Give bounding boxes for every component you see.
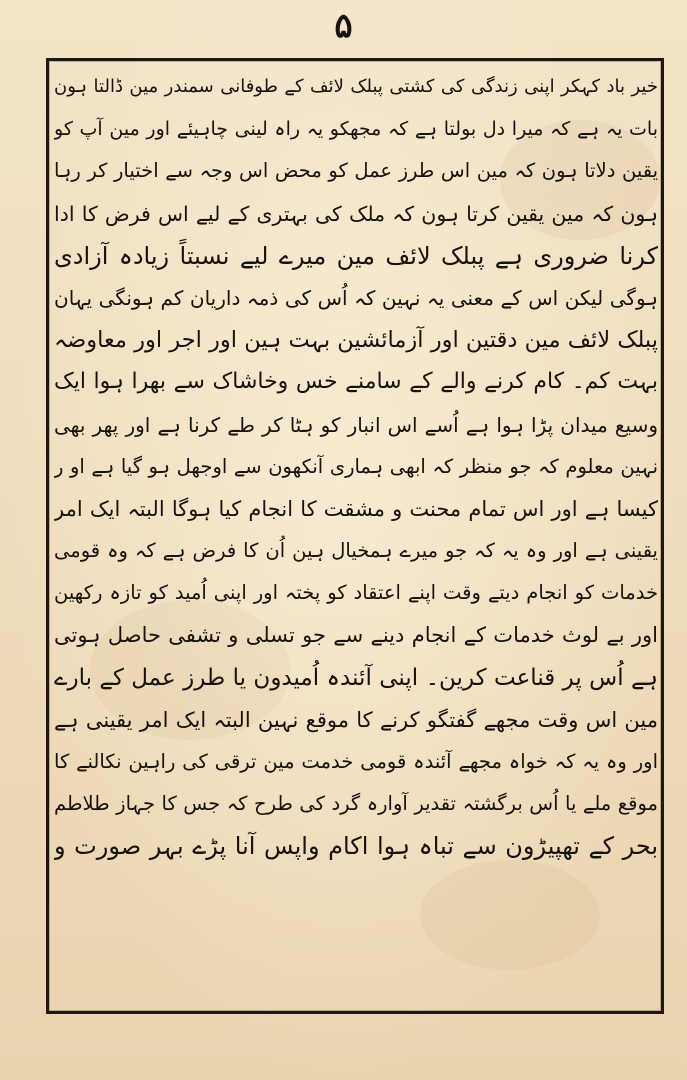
- text-line: کیسا ہے اور اس تمام محنت و مشقت کا انجام کیا ہوگا البتہ ایک امر: [54, 496, 658, 521]
- text-line: بحر کے تھپیڑون سے تباہ ہوا اکام واپس آنا پڑے بہر صورت و: [54, 832, 658, 861]
- text-line: موقع ملے یا اُس برگشتہ تقدیر آوارہ گرد کی طرح کہ جس کا جہاز طلاطم: [54, 792, 658, 816]
- text-line: خدمات کو انجام دیتے وقت اپنے اعتقاد کو پختہ اور اپنی اُمید کو تازہ رکھین: [54, 581, 658, 605]
- page-number: ۵: [334, 6, 353, 46]
- text-line: پبلک لائف مین دقتین اور آزمائشین بہت ہین اور اجر اور معاوضہ: [54, 327, 658, 354]
- text-line: ہوگی لیکن اس کے معنی یہ نہین کہ اُس کی ذمہ داریان کم ہونگی یہان: [54, 285, 658, 310]
- text-line: ہے اُس پر قناعت کرین۔ اپنی آئندہ اُمیدون یا طرز عمل کے بارے: [54, 664, 658, 691]
- text-line: بات یہ ہے کہ میرا دل بولتا ہے کہ مجھکو یہ راہ لینی چاہیئے اور مین آپ کو: [54, 118, 658, 141]
- text-line: بہت کم۔ کام کرنے والے کے سامنے خس وخاشاک سے بھرا ہوا ایک: [54, 369, 658, 395]
- text-line: ہون کہ مین یقین کرتا ہون کہ ملک کی بہتری کے لیے اس فرض کا ادا: [54, 201, 658, 226]
- text-line: خیر باد کہکر اپنی زندگی کی کشتی پبلک لائف کے طوفانی سمندر مین ڈالتا ہون: [54, 76, 658, 97]
- text-line: یقین دلاتا ہون کہ مین اس طرز عمل کو محض اس وجہ سے اختیار کر رہا: [54, 159, 658, 183]
- text-line: یقینی ہے اور وہ یہ کہ جو میرے ہمخیال ہین اُن کا فرض ہے کہ وہ قومی: [54, 539, 658, 563]
- text-line: مین اس وقت مجھے گفتگو کرنے کا موقع نہین البتہ ایک امر یقینی ہے: [54, 707, 658, 732]
- text-line: نہین معلوم کہ جو منظر کہ ابھی ہماری آنکھون سے اوجھل ہو گیا ہے او ر: [54, 454, 658, 478]
- text-line: وسیع میدان پڑا ہوا ہے اُسے اس انبار کو ہٹا کر طے کرنا ہے اور پھر بھی: [54, 412, 658, 437]
- text-line: اور بے لوث خدمات کے انجام دینے سے جو تسلی و تشفی حاصل ہوتی: [54, 623, 658, 648]
- urdu-text-body: [54, 66, 658, 1012]
- text-line: کرنا ضروری ہے پبلک لائف مین میرے لیے نسبتاً زیادہ آزادی: [54, 241, 658, 270]
- text-line: اور وہ یہ کہ خواہ مجھے آئندہ قومی خدمت مین ترقی کی راہین نکالنے کا: [54, 750, 658, 773]
